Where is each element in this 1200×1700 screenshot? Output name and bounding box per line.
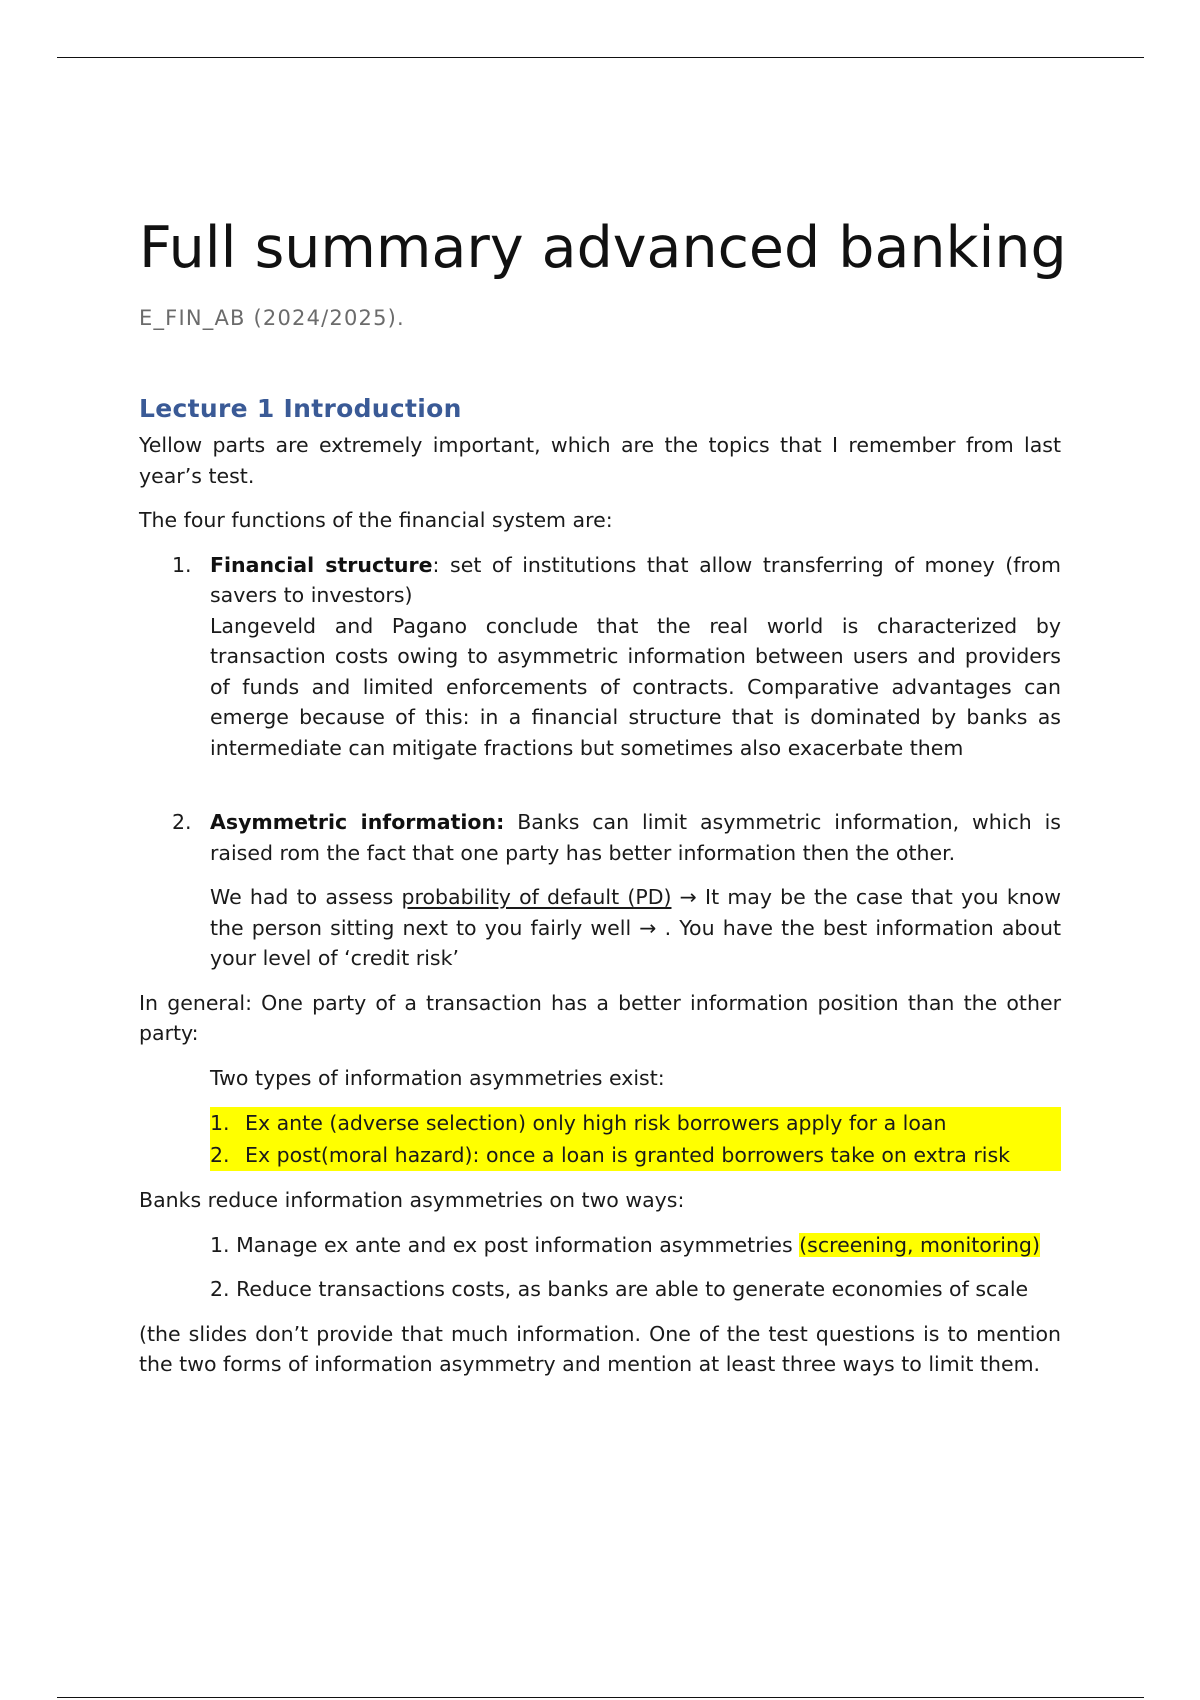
item-text: set of institutions that allow transferring of money (from savers to investors) bbox=[210, 552, 1061, 607]
document-title: Full summary advanced banking bbox=[139, 215, 1067, 281]
highlighted-list-item: 1. Ex ante (adverse selection) only high risk borrowers apply for a loan bbox=[210, 1107, 1061, 1139]
reduce-way-2: 2. Reduce transactions costs, as banks are able to generate economies of scale bbox=[210, 1277, 1029, 1301]
item-detail: Langeveld and Pagano conclude that the real world is characterized by transaction costs owing to asymmetric information between users and providers of funds and limited enforcements of contracts. Comparative advantages can emerge because of this: in a financial structure that is dominated by banks as intermediate can mitigate fractions but sometimes also exacerbate them bbox=[210, 613, 1061, 760]
course-code: E_FIN_AB (2024/2025). bbox=[139, 306, 405, 330]
list-number: 2. bbox=[172, 810, 192, 834]
highlighted-phrase: (screening, monitoring) bbox=[799, 1232, 1040, 1257]
highlighted-list-item: 2. Ex post(moral hazard): once a loan is granted borrowers take on extra risk bbox=[210, 1139, 1061, 1171]
term-asymmetric-information: Asymmetric information: bbox=[210, 810, 505, 834]
item-text: Banks can limit asymmetric information, which is raised rom the fact that one party has better information then the other. bbox=[210, 810, 1061, 865]
closing-paragraph: (the slides don’t provide that much information. One of the test questions is to mention the two forms of information asymmetry and mention at least three ways to limit them. bbox=[139, 1321, 1061, 1376]
item-detail: We had to assess probability of default (PD) → It may be the case that you know the person sitting next to you fairly well → . You have the best information about your level of ‘credit risk’ bbox=[210, 885, 1061, 970]
reduce-way-1: 1. Manage ex ante and ex post information asymmetries (screening, monitoring) bbox=[210, 1232, 1040, 1257]
general-paragraph: In general: One party of a transaction has a better information position than the other party: bbox=[139, 990, 1061, 1045]
section-heading: Lecture 1 Introduction bbox=[139, 394, 462, 423]
top-rule bbox=[57, 57, 1144, 58]
body-text bbox=[139, 430, 1061, 1394]
functions-intro: The four functions of the financial system are: bbox=[139, 508, 613, 532]
intro-paragraph: Yellow parts are extremely important, which are the topics that I remember from last year’s test. bbox=[139, 433, 1061, 488]
list-number: 1. bbox=[172, 552, 192, 577]
asymmetry-types-list bbox=[139, 1107, 1061, 1171]
bottom-rule bbox=[57, 1697, 1144, 1698]
asymmetry-types-intro: Two types of information asymmetries exist: bbox=[210, 1065, 665, 1090]
list-item-asymmetric-information bbox=[139, 807, 1061, 974]
term-financial-structure: Financial structure bbox=[210, 552, 433, 577]
reduce-intro: Banks reduce information asymmetries on two ways: bbox=[139, 1188, 685, 1212]
pd-underlined-term: probability of default (PD) bbox=[401, 885, 672, 909]
list-item-financial-structure: 1. Financial structure: set of institutions that allow transferring of money (from savers to investors) Langeveld and Pagano conclude that the real world is characterized by transaction costs owing to asymmetric information between users and providers of funds and limited enforcements of contracts. Comparative advantages can emerge because of this: in a financial structure that is dominated by banks as intermediate can mitigate fractions but sometimes also exacerbate them bbox=[139, 550, 1061, 794]
